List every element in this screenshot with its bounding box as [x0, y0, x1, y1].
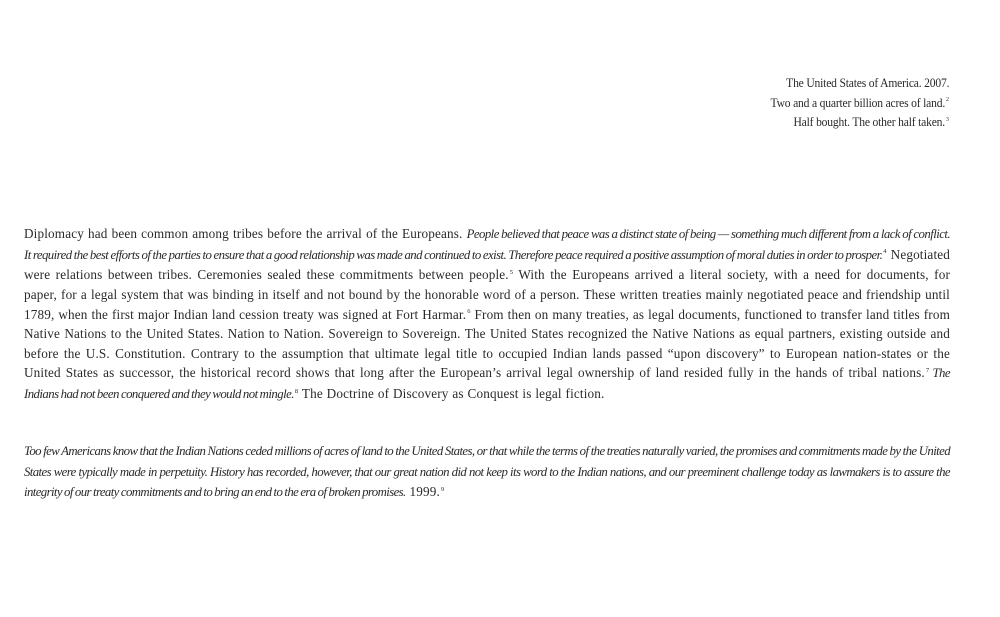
- footnote-ref-9: 9: [440, 485, 445, 493]
- text-run: Negotiated were relations between tribes. Ceremonies sealed these commitments between people.: [24, 246, 950, 283]
- italic-quote: People believed that peace was a distinct state of being — something much different from a lack of conflict. It required the best efforts of the parties to ensure that a good relationship was made and continued to exist. Therefore peace required a positive assumption of moral duties in order to prosper.: [24, 227, 950, 262]
- body-paragraph-2: [24, 441, 950, 503]
- footnote-ref-7: 7: [925, 366, 930, 374]
- text-run: From then on many treaties, as legal documents, functioned to transfer land titles from Native Nations to the United States. Nation to Nation. Sovereign to Sovereign. The United States recognized the Native Nations as equal partners, existing outside and before the U.S. Constitution. Contrary to the assumption that ultimate legal title to occupied Indian lands passed “upon discovery” to European nation-states or the United States as successor, the historical record shows that long after the European’s arrival legal ownership of land resided fully in the hands of tribal nations.: [24, 306, 950, 381]
- epigraph-line-1: The United States of America. 2007.: [785, 76, 949, 90]
- footnote-ref-6: 6: [467, 308, 471, 316]
- epigraph-line-2: Two and a quarter billion acres of land.$^2$: [770, 95, 949, 110]
- text-run: With the Europeans arrived a literal society, with a need for documents, for paper, for a legal system that was binding in itself and not bound by the honorable word of a person. These written treaties mainly negotiated peace and friendship until 1789, when the first major Indian land cession treaty was signed at Fort Harmar.: [24, 267, 950, 322]
- text-run: Diplomacy had been common among tribes before the arrival of the Europeans.: [24, 226, 467, 242]
- footnote-ref-3: 3: [946, 116, 949, 123]
- epigraph-line-3: Half bought. The other half taken.$^3$: [793, 115, 949, 130]
- footnote-ref-5: 5: [509, 268, 514, 276]
- italic-quote: Too few Americans know that the Indian Nations ceded millions of acres of land to the United States, or that while the terms of the treaties naturally varied, the promises and commitments made by the United States were typically made in perpetuity. History has recorded, however, that our great nation did not keep its word to the Indian nations, and our preeminent challenge today as lawmakers is to assure the integrity of our treaty commitments and to bring an end to the era of broken promises.: [24, 444, 950, 500]
- footnote-ref-8: 8: [294, 387, 299, 395]
- footnote-ref-4: 4: [883, 248, 887, 256]
- epigraph: [755, 74, 949, 133]
- body-paragraph-1: [24, 224, 950, 404]
- quote-year: 1999.: [405, 484, 440, 500]
- text-run: The Doctrine of Discovery as Conquest is legal fiction.: [298, 385, 605, 401]
- footnote-ref-2: 2: [946, 96, 949, 104]
- italic-quote: The Indians had not been conquered and they would not mingle.: [24, 366, 950, 401]
